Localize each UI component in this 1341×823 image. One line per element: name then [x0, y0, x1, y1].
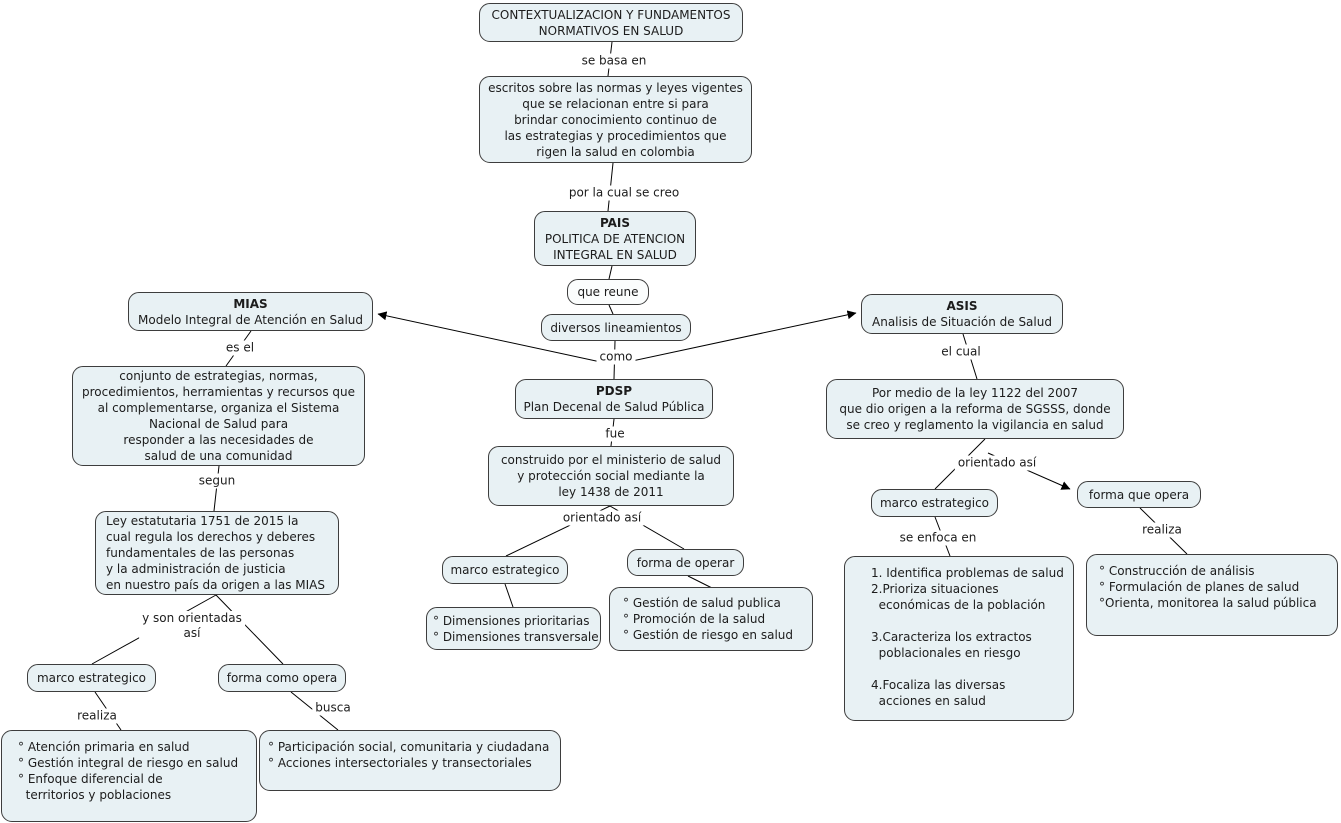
link-label-por-la-cual-se-creo[interactable]: [566, 186, 682, 201]
link-label-orientado-asi-asis-line-0: orientado así: [957, 455, 1037, 470]
node-ley-1751-line-4: en nuestro país da origen a las MIAS: [106, 578, 326, 592]
node-asis-enfoque-items-line-7: 4.Focaliza las diversas: [871, 678, 1006, 692]
node-mias-opera-items-line-0: ° Participación social, comunitaria y ciudadana: [268, 740, 550, 754]
node-ley-1122[interactable]: [826, 379, 1124, 439]
node-pdsp-construido-line-0: construido por el ministerio de salud: [500, 453, 722, 467]
node-asis-enfoque-items-line-4: 3.Caracteriza los extractos: [871, 630, 1032, 644]
node-marco-estrategico-mias-line-0: marco estrategico: [36, 671, 147, 685]
node-ley-1751-line-1: cual regula los derechos y deberes: [106, 530, 316, 544]
link-label-como[interactable]: [597, 350, 636, 365]
node-mias-descripcion-line-3: Nacional de Salud para: [148, 417, 289, 431]
link-label-se-basa-en[interactable]: [579, 54, 650, 69]
node-forma-que-opera[interactable]: [1077, 481, 1201, 508]
node-mias-descripcion-line-0: conjunto de estrategias, normas,: [119, 369, 318, 383]
node-pdsp-opera-items-line-1: ° Promoción de la salud: [623, 612, 766, 626]
node-escritos-line-2: brindar conocimiento continuo de: [514, 112, 717, 127]
link-label-orientado-asi-pdsp-line-0: orientado así: [562, 510, 642, 525]
link-label-realiza-mias-line-0: realiza: [77, 708, 117, 723]
node-pdsp-dimensiones-line-0: ° Dimensiones prioritarias: [433, 613, 590, 628]
node-asis-title: ASIS: [946, 299, 978, 313]
node-que-reune[interactable]: [567, 279, 649, 305]
node-marco-estrategico-pdsp[interactable]: [442, 556, 568, 584]
node-asis-enfoque-items-line-0: 1. Identifica problemas de salud: [871, 566, 1064, 580]
node-mias-marco-items-line-0: ° Atención primaria en salud: [18, 740, 190, 754]
node-asis[interactable]: [861, 294, 1063, 334]
link-label-y-son-orientadas-asi[interactable]: [139, 611, 245, 641]
node-ley-1751-line-3: y la administración de justicia: [106, 562, 286, 576]
node-asis-realiza-items[interactable]: [1086, 554, 1338, 636]
node-pdsp-construido-line-1: y protección social mediante la: [517, 469, 705, 483]
link-label-busca-line-0: busca: [315, 700, 351, 715]
node-contextualizacion-line-0: CONTEXTUALIZACION Y FUNDAMENTOS: [491, 7, 731, 22]
node-contextualizacion[interactable]: [479, 3, 743, 42]
node-mias-title: MIAS: [233, 296, 268, 311]
node-ley-1122-line-2: se creo y reglamento la vigilancia en salud: [846, 418, 1104, 432]
node-asis-enfoque-items-line-5: poblacionales en riesgo: [871, 646, 1021, 660]
node-mias-line-0: Modelo Integral de Atención en Salud: [138, 312, 363, 327]
node-pdsp-construido-line-2: ley 1438 de 2011: [558, 485, 664, 499]
link-label-fue-line-0: fue: [605, 426, 625, 441]
node-pdsp-title: PDSP: [595, 384, 633, 398]
link-label-por-la-cual-se-creo-line-0: por la cual se creo: [568, 185, 680, 200]
node-mias-descripcion-line-5: salud de una comunidad: [144, 449, 293, 463]
node-asis-enfoque-items-line-3: [871, 613, 875, 629]
link-label-el-cual-line-0: el cual: [941, 344, 981, 359]
link-label-como-line-0: como: [599, 349, 633, 364]
node-pais-line-1: INTEGRAL EN SALUD: [553, 247, 677, 262]
node-que-reune-line-0: que reune: [577, 285, 639, 299]
node-ley-1751-line-0: Ley estatutaria 1751 de 2015 la: [106, 514, 299, 528]
link-label-realiza-mias[interactable]: [74, 709, 120, 724]
node-mias-descripcion-line-4: responder a las necesidades de: [123, 433, 314, 447]
link-label-orientado-asi-asis[interactable]: [955, 456, 1039, 471]
node-pais[interactable]: [534, 211, 696, 266]
node-mias-descripcion[interactable]: [72, 366, 365, 466]
link-label-fue[interactable]: [602, 427, 627, 442]
link-label-y-son-orientadas-asi-line-1: así: [183, 626, 201, 640]
node-contextualizacion-line-1: NORMATIVOS EN SALUD: [538, 23, 684, 38]
node-pais-line-0: POLITICA DE ATENCION: [544, 231, 686, 246]
node-asis-line-0: Analisis de Situación de Salud: [872, 315, 1052, 329]
node-mias-marco-items-line-1: ° Gestión integral de riesgo en salud: [18, 756, 239, 770]
node-asis-enfoque-items-line-1: 2.Prioriza situaciones: [871, 582, 999, 596]
node-pdsp-opera-items-line-0: ° Gestión de salud publica: [623, 596, 781, 610]
node-pdsp-opera-items-line-2: ° Gestión de riesgo en salud: [623, 628, 794, 642]
link-label-orientado-asi-pdsp[interactable]: [560, 511, 644, 526]
node-forma-de-operar[interactable]: [627, 549, 744, 576]
node-mias[interactable]: [128, 292, 373, 331]
node-ley-1751-line-2: fundamentales de las personas: [106, 546, 295, 560]
node-asis-realiza-items-line-2: °Orienta, monitorea la salud pública: [1099, 596, 1317, 610]
connector-line-2: [609, 266, 612, 279]
link-label-realiza-asis-line-0: realiza: [1142, 522, 1182, 537]
node-ley-1122-line-1: que dio origen a la reforma de SGSSS, donde: [839, 402, 1111, 416]
link-label-se-enfoca-en-line-0: se enfoca en: [899, 530, 977, 545]
node-ley-1122-line-0: Por medio de la ley 1122 del 2007: [871, 386, 1079, 400]
link-label-segun[interactable]: [196, 474, 238, 489]
node-mias-marco-items[interactable]: [1, 730, 257, 822]
node-asis-realiza-items-line-0: ° Construcción de análisis: [1099, 564, 1255, 578]
link-label-segun-line-0: segun: [198, 473, 236, 488]
node-pais-title: PAIS: [599, 215, 631, 230]
node-pdsp-dimensiones-line-1: ° Dimensiones transversale: [433, 629, 599, 644]
node-mias-marco-items-line-3: territorios y poblaciones: [18, 788, 172, 802]
link-label-se-enfoca-en[interactable]: [897, 531, 980, 546]
node-asis-enfoque-items-line-2: económicas de la población: [871, 598, 1046, 612]
node-forma-como-opera[interactable]: [218, 664, 346, 692]
link-label-es-el[interactable]: [223, 341, 257, 356]
node-diversos-lineamientos-line-0: diversos lineamientos: [550, 320, 682, 335]
node-mias-opera-items[interactable]: [259, 730, 561, 791]
node-pdsp-opera-items[interactable]: [609, 587, 813, 651]
node-marco-estrategico-mias[interactable]: [27, 664, 156, 692]
node-asis-enfoque-items-line-8: acciones en salud: [871, 694, 986, 708]
node-escritos-line-1: que se relacionan entre si para: [522, 96, 709, 111]
node-diversos-lineamientos[interactable]: [541, 314, 691, 341]
link-label-se-basa-en-line-0: se basa en: [581, 53, 647, 68]
link-label-busca[interactable]: [312, 701, 353, 716]
node-mias-descripcion-line-2: al complementarse, organiza el Sistema: [97, 401, 340, 415]
link-label-el-cual[interactable]: [938, 345, 983, 360]
node-escritos-line-4: rigen la salud en colombia: [536, 144, 695, 159]
node-pdsp-construido[interactable]: [488, 446, 734, 506]
node-marco-estrategico-asis-line-0: marco estrategico: [879, 496, 990, 510]
node-escritos[interactable]: [479, 76, 752, 163]
connector-line-3: [609, 305, 613, 314]
node-forma-como-opera-line-0: forma como opera: [226, 671, 338, 685]
node-mias-descripcion-line-1: procedimientos, herramientas y recursos que: [81, 385, 355, 399]
node-asis-enfoque-items[interactable]: [844, 556, 1074, 721]
node-asis-enfoque-items-line-6: [871, 661, 875, 677]
node-escritos-line-3: las estrategias y procedimientos que: [504, 128, 727, 143]
node-forma-de-operar-line-0: forma de operar: [636, 555, 735, 570]
node-marco-estrategico-asis[interactable]: [871, 489, 998, 517]
node-pdsp-line-0: Plan Decenal de Salud Pública: [523, 400, 705, 414]
node-pdsp[interactable]: [515, 379, 713, 419]
link-label-realiza-asis[interactable]: [1139, 523, 1185, 538]
connector-line-16: [505, 584, 513, 607]
node-forma-que-opera-line-0: forma que opera: [1088, 487, 1190, 502]
link-label-es-el-line-0: es el: [225, 340, 255, 355]
link-label-y-son-orientadas-asi-line-0: y son orientadas: [142, 611, 242, 625]
node-asis-realiza-items-line-1: ° Formulación de planes de salud: [1099, 580, 1300, 594]
node-pdsp-dimensiones[interactable]: [426, 607, 601, 650]
node-ley-1751[interactable]: [95, 511, 339, 595]
node-mias-marco-items-line-2: ° Enfoque diferencial de: [18, 772, 163, 786]
node-mias-opera-items-line-1: ° Acciones intersectoriales y transectoriales: [268, 756, 532, 770]
node-escritos-line-0: escritos sobre las normas y leyes vigentes: [488, 80, 743, 95]
node-marco-estrategico-pdsp-line-0: marco estrategico: [450, 563, 560, 577]
